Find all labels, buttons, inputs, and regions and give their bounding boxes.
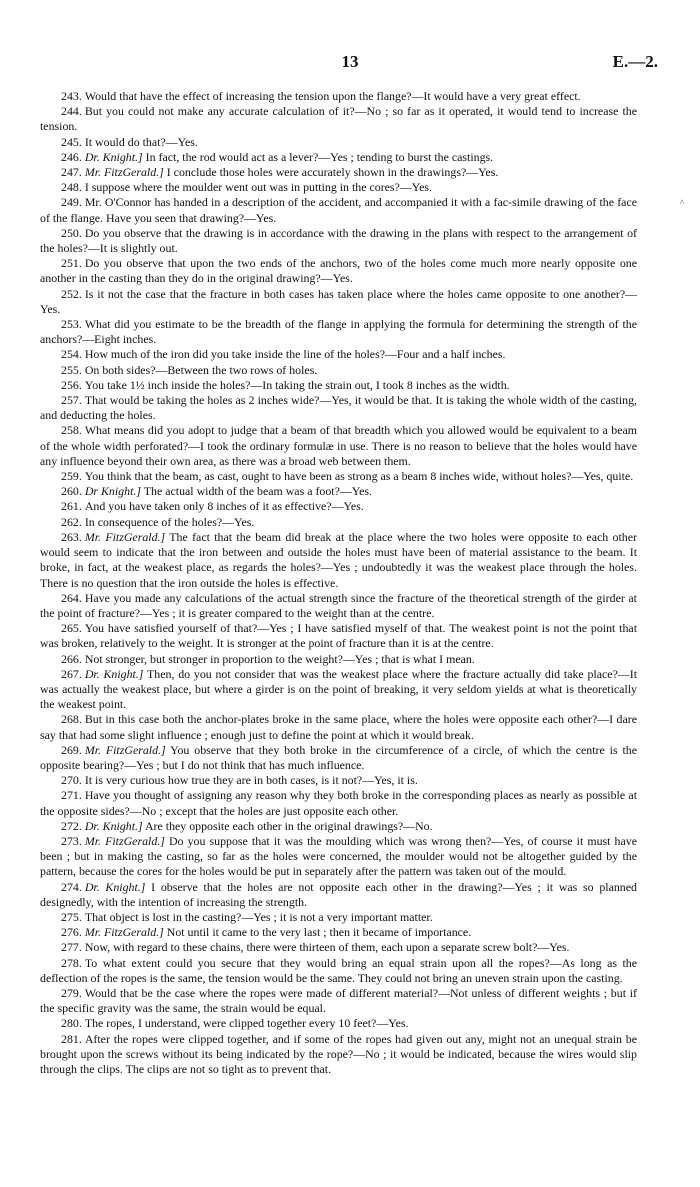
question-number: 268. [61,712,82,727]
question-answer-text: Have you made any calculations of the actual strength since the fracture of the theoretical strength of the girder at the point of fracture?—Yes ; it is greater compared to the weight than at the centre. [40,590,637,620]
testimony-paragraph [40,150,637,165]
question-number: 270. [61,773,82,788]
speaker-label: Dr. Knight.] [84,818,143,833]
question-number: 263. [61,529,82,544]
question-number: 272. [61,818,82,833]
testimony-paragraph [40,347,637,362]
question-number: 279. [61,985,82,1000]
testimony-paragraph [40,788,637,818]
question-answer-text: Now, with regard to these chains, there were thirteen of them, each upon a separate screw bolt?—Yes. [84,940,570,955]
question-answer-text: I observe that the holes are not opposite each other in the drawing?—Yes ; it was so planned designedly, with the intention of increasing the strength. [40,879,637,909]
question-number: 248. [61,180,82,195]
testimony-paragraph [40,135,637,150]
question-number: 273. [61,833,82,848]
question-answer-text: What did you estimate to be the breadth of the flange in applying the formula for determining the strength of the anchors?—Eight inches. [40,317,637,347]
question-answer-text: I suppose where the moulder went out was in putting in the cores?—Yes. [84,180,433,195]
question-answer-text: You have satisfied yourself of that?—Yes ; I have satisfied myself of that. The weakest point is not the point that was broken, relatively to the weight. It is stronger at the point of fracture than it is at the centre. [40,621,637,651]
testimony-paragraph [40,819,637,834]
testimony-paragraph [40,104,637,134]
testimony-paragraph [40,165,637,180]
question-answer-text: I conclude those holes were accurately shown in the drawings?—Yes. [166,165,499,180]
question-answer-text: That object is lost in the casting?—Yes ; it is not a very important matter. [84,909,433,924]
question-answer-text: Have you thought of assigning any reason why they both broke in the corresponding places as nearly as possible at the opposite sides?—No ; except that the holes are just opposite each other. [40,788,637,818]
question-answer-text: Do you observe that upon the two ends of the anchors, two of the holes come much more nearly opposite one another in the casting than they do in the original drawing?—Yes. [40,256,637,286]
question-number: 267. [61,666,82,681]
question-answer-text: But in this case both the anchor-plates broke in the same place, where the holes were opposite each other?—I dare say that had some slight influence ; enough just to define the point at which it would break. [40,712,637,742]
question-answer-text: That would be taking the holes as 2 inches wide?—Yes, it would be that. It is taking the whole width of the casting, and deducting the holes. [40,393,637,423]
question-answer-text: Not until it came to the very last ; then it became of importance. [166,925,472,940]
question-answer-text: Mr. O'Connor has handed in a description of the accident, and accompanied it with a fac-simile drawing of the face of the flange. Have you seen that drawing?—Yes. [40,195,637,225]
question-number: 276. [61,925,82,940]
question-number: 269. [61,742,82,757]
page-header [0,52,700,72]
testimony-paragraph [40,880,637,910]
testimony-paragraph [40,834,637,880]
question-answer-text: Do you suppose that it was the moulding which was wrong then?—Yes, of course it must have been ; but in making the casting, so far as the holes were concerned, the moulder would not be altogether guided by the pattern, because the cores for the holes would be put in separately after the pattern was taken out of the mould. [40,833,637,879]
testimony-paragraph [40,89,637,104]
question-answer-text: The fact that the beam did break at the place where the two holes were opposite to each other would seem to indicate that the iron between and outside the holes must have been of material assistance to the beam. It broke, in fact, at the weakest place, as regards the holes?—Yes ; undoubtedly it was the weakest place through the holes. There is no question that the iron outside the holes is effective. [40,529,637,590]
speaker-label: Dr. Knight.] [84,879,146,894]
question-answer-text: You think that the beam, as cast, ought to have been as strong as a beam 8 inches wide, without holes?—Yes, quite. [84,469,634,484]
question-number: 264. [61,590,82,605]
testimony-paragraph [40,986,637,1016]
question-answer-text: And you have taken only 8 inches of it as effective?—Yes. [84,499,364,514]
question-answer-text: Is it not the case that the fracture in both cases has taken place where the holes came opposite to one another?—Yes. [40,286,637,316]
question-answer-text: What means did you adopt to judge that a beam of that breadth which you allowed would be equivalent to a beam of the whole width perforated?—I took the ordinary formulæ in use. There is no reason to believe that the holes would have any influence beyond their own area, as there was a broad web between them. [40,423,637,468]
question-answer-text: Not stronger, but stronger in proportion to the weight?—Yes ; that is what I mean. [84,651,475,666]
question-answer-text: You observe that they both broke in the circumference of a circle, of which the centre is the opposite bearing?—Yes ; but I do not think that has much influence. [40,742,637,772]
testimony-paragraph [40,287,637,317]
question-number: 275. [61,909,82,924]
speaker-label: Mr. FitzGerald.] [84,833,165,848]
testimony-paragraph [40,469,637,484]
question-number: 255. [61,362,82,377]
question-answer-text: In consequence of the holes?—Yes. [84,514,255,529]
testimony-paragraph [40,226,637,256]
question-answer-text: The actual width of the beam was a foot?—Yes. [143,484,373,499]
question-answer-text: Then, do you not consider that was the weakest place where the fracture actually did take place?—It was actually the weakest place, but where a girder is on the point of breaking, it very seldom yields at what is theoretically the weakest point. [40,666,637,712]
question-answer-text: How much of the iron did you take inside the line of the holes?—Four and a half inches. [84,347,506,362]
question-number: 244. [61,104,82,119]
speaker-label: Mr. FitzGerald.] [84,165,164,180]
testimony-paragraph [40,773,637,788]
question-number: 274. [61,879,82,894]
speaker-label: Dr. Knight.] [84,149,143,164]
question-answer-text: On both sides?—Between the two rows of holes. [84,362,318,377]
question-number: 243. [61,89,82,103]
page-number: 13 [341,52,359,71]
testimony-paragraph [40,1032,637,1078]
testimony-paragraph [40,743,637,773]
testimony-paragraph [40,591,637,621]
question-number: 259. [61,469,82,484]
testimony-paragraph [40,712,637,742]
question-number: 260. [61,484,82,499]
question-answer-text: It would do that?—Yes. [84,134,198,149]
testimony-paragraph [40,393,637,423]
question-answer-text: But you could not make any accurate calculation of it?—No ; so far as it operated, it would tend to increase the tension. [40,104,637,134]
question-number: 271. [61,788,82,803]
testimony-paragraph [40,195,637,225]
question-number: 278. [61,955,82,970]
testimony-paragraph [40,621,637,651]
question-number: 280. [61,1016,82,1031]
testimony-paragraph [40,910,637,925]
question-number: 277. [61,940,82,955]
question-number: 252. [61,286,82,301]
testimony-paragraph [40,530,637,591]
testimony-paragraph [40,499,637,514]
question-number: 254. [61,347,82,362]
question-number: 281. [61,1031,82,1046]
margin-mark: ^ [680,198,685,208]
testimony-paragraph [40,256,637,286]
question-answer-text: After the ropes were clipped together, and if some of the ropes had given out any, might not an unequal strain be brought upon the screws without its being indicated by the rope?—No ; it would be indicated, because the wires would slip through the clips. The clips are not so tight as to prevent that. [40,1031,637,1076]
question-answer-text: You take 1½ inch inside the holes?—In taking the strain out, I took 8 inches as the width. [84,377,510,392]
testimony-paragraph [40,484,637,499]
question-number: 258. [61,423,82,438]
testimony-paragraph [40,652,637,667]
speaker-label: Mr. FitzGerald.] [84,742,166,757]
testimony-paragraph [40,317,637,347]
question-number: 256. [61,377,82,392]
question-number: 266. [61,651,82,666]
question-answer-text: Would that be the case where the ropes were made of different material?—Not unless of different weights ; but if the specific gravity was the same, the strain would be equal. [40,985,637,1016]
question-number: 250. [61,225,82,240]
question-number: 251. [61,256,82,271]
question-answer-text: It is very curious how true they are in both cases, is it not?—Yes, it is. [84,773,418,788]
testimony-paragraph [40,423,637,469]
question-answer-text: Are they opposite each other in the original drawings?—No. [144,818,433,833]
document-code: E.—2. [612,52,658,71]
question-number: 253. [61,317,82,332]
question-number: 247. [61,165,82,180]
speaker-label: Dr Knight.] [84,484,141,499]
testimony-body [40,89,637,1077]
testimony-paragraph [40,956,637,986]
question-number: 257. [61,393,82,408]
testimony-paragraph [40,667,637,713]
question-number: 262. [61,514,82,529]
question-answer-text: Do you observe that the drawing is in accordance with the drawing in the plans with respect to the arrangement of the holes?—It is slightly out. [40,225,637,256]
question-number: 246. [61,149,82,164]
question-answer-text: The ropes, I understand, were clipped together every 10 feet?—Yes. [84,1016,409,1031]
question-answer-text: In fact, the rod would act as a lever?—Yes ; tending to burst the castings. [145,149,494,164]
question-number: 265. [61,621,82,636]
question-number: 249. [61,195,82,210]
testimony-paragraph [40,363,637,378]
speaker-label: Dr. Knight.] [84,666,144,681]
question-number: 245. [61,134,82,149]
question-answer-text: To what extent could you secure that they would bring an equal strain upon all the ropes?—As long as the deflection of the ropes is the same, the tension would be the same. They could not bring an uneven strain upon the casting. [40,955,637,985]
speaker-label: Mr. FitzGerald.] [84,925,164,940]
question-number: 261. [61,499,82,514]
testimony-paragraph [40,925,637,940]
testimony-paragraph [40,1016,637,1031]
question-answer-text: Would that have the effect of increasing the tension upon the flange?—It would have a very great effect. [84,89,581,103]
speaker-label: Mr. FitzGerald.] [84,529,166,544]
testimony-paragraph [40,180,637,195]
testimony-paragraph [40,940,637,955]
testimony-paragraph [40,378,637,393]
testimony-paragraph [40,515,637,530]
